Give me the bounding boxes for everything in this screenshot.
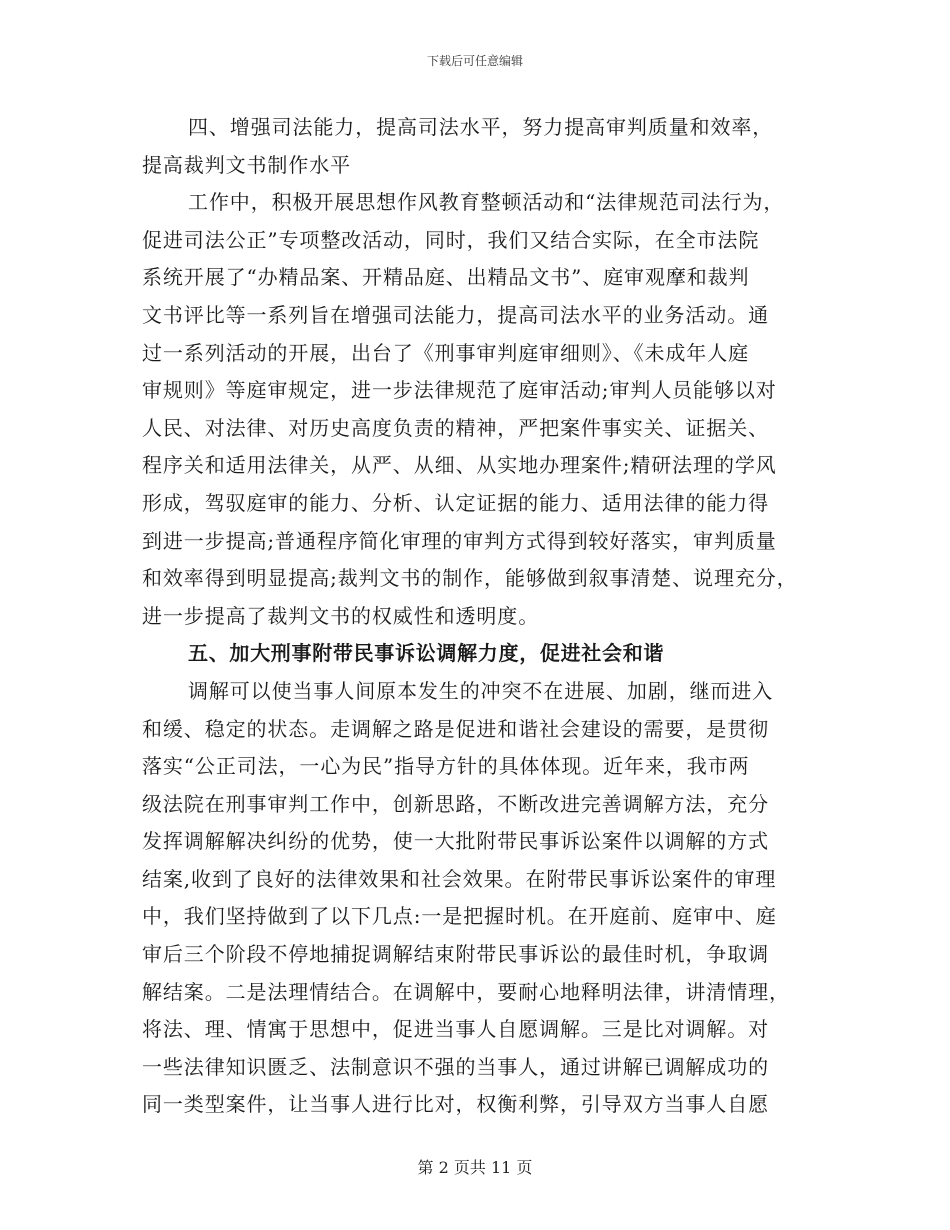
- text-line: 提高裁判文书制作水平: [142, 152, 351, 177]
- text-line: 级法院在刑事审判工作中，创新思路，不断改进完善调解方法，充分: [142, 791, 769, 816]
- text-line: 调解可以使当事人间原本发生的冲突不在进展、加剧，继而进入: [188, 678, 774, 703]
- text-line: 结案,收到了良好的法律效果和社会效果。在附带民事诉讼案件的审理: [142, 866, 777, 891]
- text-line: 到进一步提高;普通程序简化审理的审判方式得到较好落实，审判质量: [142, 528, 777, 553]
- text-line: 审规则》等庭审规定，进一步法律规范了庭审活动;审判人员能够以对: [142, 378, 777, 403]
- text-line: 系统开展了“办精品案、开精品庭、出精品文书”、庭审观摩和裁判: [142, 265, 750, 290]
- text-line: 解结案。二是法理情结合。在调解中，要耐心地释明法律，讲清情理，: [142, 979, 790, 1004]
- text-line: 审后三个阶段不停地捕捉调解结束附带民事诉讼的最佳时机，争取调: [142, 942, 769, 967]
- text-line: 同一类型案件，让当事人进行比对，权衡利弊，引导双方当事人自愿: [142, 1092, 769, 1117]
- text-line: 落实“公正司法，一心为民”指导方针的具体体现。近年来，我市两: [142, 754, 750, 779]
- text-line: 和缓、稳定的状态。走调解之路是促进和谐社会建设的需要，是贯彻: [142, 716, 769, 741]
- text-line: 发挥调解解决纠纷的优势，使一大批附带民事诉讼案件以调解的方式: [142, 829, 769, 854]
- text-line: 和效率得到明显提高;裁判文书的制作，能够做到叙事清楚、说理充分，: [142, 566, 798, 591]
- text-line: 进一步提高了裁判文书的权威性和透明度。: [142, 603, 540, 628]
- text-line: 过一系列活动的开展，出台了《刑事审判庭审细则》、《未成年人庭: [142, 340, 749, 365]
- text-line: 四、增强司法能力，提高司法水平，努力提高审判质量和效率，: [188, 115, 774, 139]
- text-line: 人民、对法律、对历史高度负责的精神，严把案件事实关、证据关、: [142, 415, 769, 440]
- text-line: 形成，驾驭庭审的能力、分析、认定证据的能力、适用法律的能力得: [142, 490, 769, 515]
- document-body: [142, 109, 832, 1124]
- text-line: 中，我们坚持做到了以下几点:一是把握时机。在开庭前、庭审中、庭: [142, 904, 777, 929]
- text-line: 工作中，积极开展思想作风教育整顿活动和“法律规范司法行为，: [188, 190, 785, 215]
- page-number: 第 2 页共 11 页: [417, 1158, 533, 1177]
- section-heading: 五、加大刑事附带民事诉讼调解力度，促进社会和谐: [188, 641, 665, 666]
- text-line: 一些法律知识匮乏、法制意识不强的当事人，通过讲解已调解成功的: [142, 1054, 769, 1079]
- text-line: 将法、理、情寓于思想中，促进当事人自愿调解。三是比对调解。对: [142, 1017, 769, 1042]
- text-line: 促进司法公正”专项整改活动，同时，我们又结合实际，在全市法院: [142, 227, 760, 252]
- header-note: 下载后可任意编辑: [426, 54, 523, 68]
- text-line: 文书评比等一系列旨在增强司法能力，提高司法水平的业务活动。通: [142, 302, 769, 327]
- text-line: 程序关和适用法律关，从严、从细、从实地办理案件;精研法理的学风: [142, 453, 777, 478]
